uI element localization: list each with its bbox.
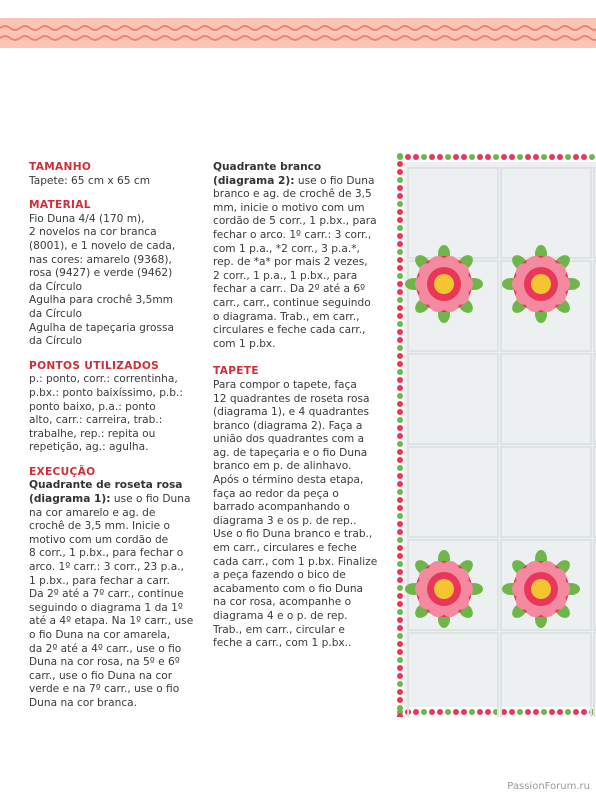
text-line: (diagrama 1), e 4 quadrantes (213, 406, 370, 419)
tapete-lines (213, 379, 385, 651)
edge-picot-left (397, 489, 403, 495)
edge-picot-top (509, 154, 515, 160)
edge-picot-top (557, 154, 563, 160)
edge-picot-left (397, 577, 403, 583)
edge-picot-left (397, 601, 403, 607)
edge-picot-left (397, 369, 403, 375)
text-line: Tapete: 65 cm x 65 cm (29, 174, 151, 187)
text-line: Da 2º até a 7º carr., continue (29, 588, 184, 601)
edge-picot-top (565, 154, 571, 160)
text-line: Trab., em carr., circular e (213, 623, 345, 636)
section-tamanho (29, 161, 201, 188)
text-line: Fio Duna 4/4 (170 m), (29, 212, 145, 225)
rose-center (434, 579, 454, 599)
edge-picot-bottom (437, 709, 443, 715)
edge-picot-left (397, 553, 403, 559)
edge-picot-top (549, 154, 555, 160)
edge-picot-left (397, 265, 403, 271)
pontos-lines (29, 373, 201, 455)
edge-picot-top (501, 154, 507, 160)
edge-picot-bottom (541, 709, 547, 715)
text-line: Use o fio Duna branco e trab., (213, 528, 373, 541)
text-line: em carr., circulares e feche (213, 542, 357, 555)
text-line: motivo com um cordão de (29, 533, 169, 546)
edge-picot-left (397, 329, 403, 335)
edge-picot-left (397, 353, 403, 359)
edge-picot-left (397, 449, 403, 455)
text-line: cordão de 5 corr., 1 p.bx., para (213, 215, 377, 228)
text-line: branco e ag. de crochê de 3,5 (213, 188, 372, 201)
text-line: barrado acompanhando o (213, 501, 350, 514)
text-line: branco em p. de alinhavo. (213, 460, 352, 473)
execucao-lines (29, 507, 201, 711)
edge-picot-left (397, 497, 403, 503)
edge-picot-left (397, 473, 403, 479)
edge-picot-left (397, 465, 403, 471)
edge-picot-left (397, 457, 403, 463)
edge-picot-left (397, 649, 403, 655)
subheading-roseta: Quadrante de roseta rosa (29, 479, 183, 492)
text-line: 2 corr., 1 p.a., 1 p.bx., para (213, 269, 358, 282)
edge-picot-top (477, 154, 483, 160)
edge-picot-left (397, 281, 403, 287)
text-line: p.: ponto, corr.: correntinha, (29, 373, 178, 386)
edge-picot-left (397, 545, 403, 551)
rose-center (531, 274, 551, 294)
edge-picot-left (397, 617, 403, 623)
edge-picot-left (397, 321, 403, 327)
edge-picot-left (397, 665, 403, 671)
edge-picot-left (397, 233, 403, 239)
edge-picot-bottom (469, 709, 475, 715)
text-line: Após o término desta etapa, (213, 474, 364, 487)
text-line: trabalhe, rep.: repita ou (29, 427, 156, 440)
edge-picot-left (397, 521, 403, 527)
edge-picot-bottom (509, 709, 515, 715)
section-tapete (213, 365, 385, 650)
edge-picot-left (397, 657, 403, 663)
text-line: diagrama 4 e o p. de rep. (213, 610, 348, 622)
edge-picot-bottom (453, 709, 459, 715)
text-line: Duna na cor rosa, na 5º e 6º (29, 656, 180, 669)
text-line: carr., carr., continue seguindo (213, 296, 371, 309)
heading-tamanho: TAMANHO (29, 161, 92, 173)
edge-picot-left (397, 433, 403, 439)
edge-picot-left (397, 161, 403, 167)
edge-picot-left (397, 513, 403, 519)
edge-picot-left (397, 417, 403, 423)
text-line: ag. de tapeçaria e o fio Duna (213, 446, 368, 459)
text-line: da Círculo (29, 335, 83, 348)
edge-picot-bottom (517, 709, 523, 715)
heading-material: MATERIAL (29, 199, 91, 212)
edge-picot-top (581, 154, 587, 160)
subheading-quadrante-branco: Quadrante branco (213, 161, 322, 173)
edge-picot-bottom (533, 709, 539, 715)
execucao-first-line: use o fio Duna (110, 493, 191, 506)
text-line: na cor rosa, acompanhe o (213, 596, 352, 609)
tamanho-lines (29, 175, 201, 189)
edge-picot-left (397, 425, 403, 431)
edge-picot-left (397, 393, 403, 399)
edge-picot-left (397, 505, 403, 511)
edge-picot-top (589, 154, 595, 160)
edge-picot-bottom (565, 709, 571, 715)
watermark: PassionForum.ru (507, 781, 590, 792)
edge-picot-left (397, 401, 403, 407)
edge-picot-bottom (485, 709, 491, 715)
heading-pontos: PONTOS UTILIZADOS (29, 359, 160, 372)
text-line: (8001), e 1 novelo de cada, (29, 239, 176, 252)
text-line: Agulha para crochê 3,5mm (29, 294, 173, 307)
edge-picot-left (397, 625, 403, 631)
text-line: 8 corr., 1 p.bx., para fechar o (29, 547, 184, 560)
edge-picot-top (541, 154, 547, 160)
edge-picot-bottom (413, 709, 419, 715)
edge-picot-left (397, 201, 403, 207)
edge-picot-left (397, 569, 403, 575)
text-line: seguindo o diagrama 1 da 1º (29, 601, 183, 614)
edge-picot-left (397, 273, 403, 279)
edge-picot-left (397, 697, 403, 703)
edge-picot-bottom (549, 709, 555, 715)
heading-execucao: EXECUÇÃO (29, 465, 96, 478)
text-line: 1 p.bx., para fechar a carr. (29, 574, 170, 587)
section-material (29, 199, 201, 349)
edge-picot-left (397, 385, 403, 391)
edge-picot-bottom (445, 709, 451, 715)
text-line: Para compor o tapete, faça (213, 378, 357, 391)
edge-picot-left (397, 377, 403, 383)
edge-picot-left (397, 249, 403, 255)
text-line: cada carr., com 1 p.bx. Finalize (213, 555, 378, 568)
edge-picot-top (493, 154, 499, 160)
edge-picot-top (421, 154, 427, 160)
edge-picot-top (445, 154, 451, 160)
edge-picot-left (397, 345, 403, 351)
material-lines (29, 213, 201, 349)
subheading-diagrama2: (diagrama 2): (213, 174, 295, 187)
edge-picot-left (397, 193, 403, 199)
text-line: arco. 1º carr.: 3 corr., 23 p.a., (29, 561, 184, 574)
edge-picot-top (413, 154, 419, 160)
edge-picot-left (397, 217, 403, 223)
edge-picot-left (397, 441, 403, 447)
edge-picot-bottom (525, 709, 531, 715)
section-execucao (29, 466, 201, 711)
edge-picot-top (437, 154, 443, 160)
edge-picot-top (525, 154, 531, 160)
text-line: diagrama 3 e os p. de rep.. (213, 514, 357, 527)
text-line: com 1 p.a., *2 corr., 3 p.a.*, (213, 242, 360, 255)
text-line: da Círculo (29, 307, 83, 320)
left-column (29, 161, 201, 722)
text-line: da Círculo (29, 280, 83, 293)
heading-tapete: TAPETE (213, 365, 259, 378)
edge-picot-left (397, 705, 403, 711)
text-line: mm, inicie o motivo com um (213, 201, 365, 214)
edge-picot-top (517, 154, 523, 160)
text-line: na cor amarelo e ag. de (29, 506, 156, 519)
edge-picot-left (397, 169, 403, 175)
text-line: Duna na cor branca. (29, 696, 138, 709)
text-line: rep. de *a* por mais 2 vezes, (213, 256, 368, 269)
edge-picot-left (397, 681, 403, 687)
edge-picot-left (397, 561, 403, 567)
edge-picot-left (397, 673, 403, 679)
text-line: repetição, ag.: agulha. (29, 441, 149, 454)
text-line: branco (diagrama 2). Faça a (213, 419, 363, 432)
edge-picot-bottom (461, 709, 467, 715)
edge-picot-top (533, 154, 539, 160)
edge-picot-top (469, 154, 475, 160)
text-line: circulares e feche cada carr., (213, 324, 366, 337)
edge-picot-left (397, 361, 403, 367)
quadrante-branco-lines (213, 188, 385, 351)
edge-picot-left (397, 537, 403, 543)
edge-picot-left (397, 305, 403, 311)
text-line: acabamento com o fio Duna (213, 582, 364, 595)
text-line: 12 quadrantes de roseta rosa (213, 392, 370, 405)
edge-picot-bottom (573, 709, 579, 715)
rose-center (531, 579, 551, 599)
text-line: fechar a carr.. Da 2º até a 6º (213, 283, 366, 296)
edge-picot-left (397, 409, 403, 415)
edge-picot-left (397, 185, 403, 191)
edge-picot-bottom (581, 709, 587, 715)
edge-picot-left (397, 609, 403, 615)
middle-column (213, 161, 385, 662)
text-line: até a 4º etapa. Na 1º carr., use (29, 615, 194, 628)
edge-picot-left (397, 297, 403, 303)
edge-picot-left (397, 481, 403, 487)
section-pontos (29, 360, 201, 455)
edge-picot-left (397, 593, 403, 599)
text-line: faça ao redor da peça o (213, 487, 339, 500)
text-line: com 1 p.bx. (213, 337, 276, 350)
edge-picot-left (397, 257, 403, 263)
text-line: rosa (9427) e verde (9462) (29, 267, 173, 280)
edge-picot-bottom (557, 709, 563, 715)
edge-picot-left (397, 241, 403, 247)
edge-picot-left (397, 529, 403, 535)
edge-picot-left (397, 225, 403, 231)
edge-picot-left (397, 153, 403, 159)
edge-picot-bottom (429, 709, 435, 715)
text-line: fechar o arco. 1º carr.: 3 corr., (213, 228, 372, 241)
text-line: ponto baixo, p.a.: ponto (29, 400, 156, 413)
text-line: o diagrama. Trab., em carr., (213, 310, 360, 323)
text-line: nas cores: amarelo (9368), (29, 253, 172, 266)
text-line: da 2º até a 4º carr., use o fio (29, 642, 182, 655)
edge-picot-top (453, 154, 459, 160)
edge-picot-top (405, 154, 411, 160)
edge-picot-left (397, 313, 403, 319)
section-quadrante-branco (213, 161, 385, 351)
text-line: alto, carr.: carreira, trab.: (29, 414, 163, 427)
edge-picot-left (397, 177, 403, 183)
text-line: a peça fazendo o bico de (213, 569, 346, 582)
edge-picot-bottom (477, 709, 483, 715)
text-line: crochê de 3,5 mm. Inicie o (29, 520, 170, 533)
text-line: união dos quadrantes com a (213, 433, 365, 446)
rose-center (434, 274, 454, 294)
text-line: Agulha de tapeçaria grossa (29, 321, 175, 334)
edge-picot-top (485, 154, 491, 160)
text-line: carr., use o fio Duna na cor (29, 669, 173, 682)
edge-picot-top (429, 154, 435, 160)
wave-ornament (0, 18, 596, 48)
text-line: p.bx.: ponto baixíssimo, p.b.: (29, 386, 183, 399)
quadrante-branco-first-line: use o fio Duna (294, 174, 375, 187)
text-line: feche a carr., com 1 p.bx.. (213, 637, 352, 650)
rug-illustration (396, 152, 596, 717)
subheading-diagrama1: (diagrama 1): (29, 493, 111, 506)
edge-picot-bottom (421, 709, 427, 715)
edge-picot-left (397, 689, 403, 695)
edge-picot-top (461, 154, 467, 160)
edge-picot-left (397, 337, 403, 343)
edge-picot-left (397, 641, 403, 647)
decorative-band (0, 18, 596, 48)
edge-picot-left (397, 585, 403, 591)
edge-picot-left (397, 289, 403, 295)
text-line: o fio Duna na cor amarela, (29, 629, 171, 641)
edge-picot-left (397, 209, 403, 215)
text-line: 2 novelos na cor branca (29, 226, 157, 239)
crochet-rug-photo (396, 152, 596, 717)
edge-picot-top (573, 154, 579, 160)
text-line: verde e na 7º carr., use o fio (29, 683, 180, 696)
edge-picot-left (397, 633, 403, 639)
